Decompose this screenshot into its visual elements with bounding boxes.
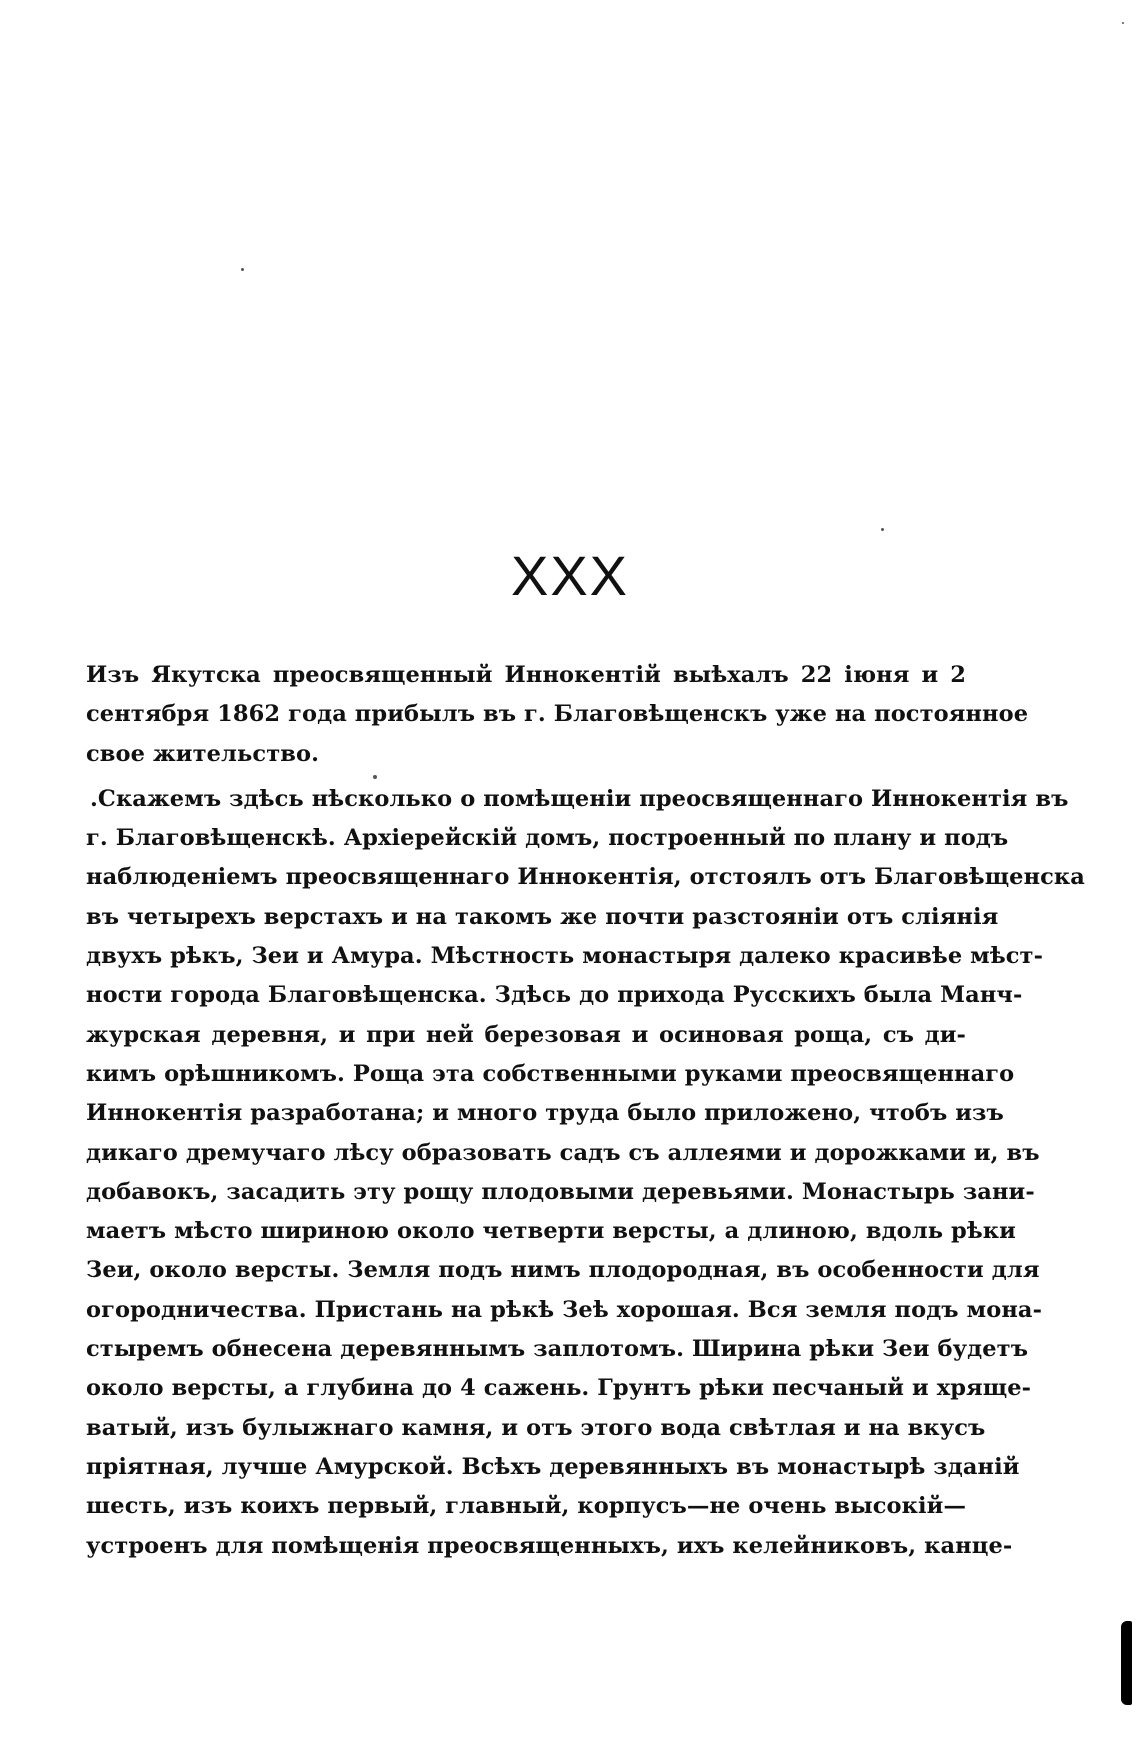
text-line: ватый, изъ булыжнаго камня, и отъ этого вода свѣтлая и на вкусъ (86, 1414, 986, 1441)
text-line: наблюденіемъ преосвященнаго Иннокентія, отстоялъ отъ Благовѣщенска (86, 864, 1085, 891)
text-line: пріятная, лучше Амурской. Всѣхъ деревянныхъ въ монастырѣ зданій (86, 1453, 1020, 1480)
text-line: журская деревня, и при ней березовая и осиновая роща, съ ди- (86, 1021, 966, 1048)
text-line: ности города Благовѣщенска. Здѣсь до прихода Русскихъ была Манч- (86, 982, 1023, 1009)
scan-speck (373, 775, 377, 779)
chapter-heading: XXX (510, 544, 630, 607)
text-line: кимъ орѣшникомъ. Роща эта собственными руками преосвященнаго (86, 1060, 1015, 1087)
text-line: сентября 1862 года прибылъ въ г. Благовѣщенскъ уже на постоянное (86, 701, 1029, 728)
text-line: Зеи, около версты. Земля подъ нимъ плодородная, въ особенности для (86, 1257, 1040, 1284)
scan-edge-mark (1121, 1621, 1132, 1705)
paragraph-1 (86, 656, 1029, 774)
text-line: устроенъ для помѣщенія преосвященныхъ, ихъ келейниковъ, канце- (86, 1532, 1013, 1559)
text-line: въ четырехъ верстахъ и на такомъ же почти разстояніи отъ сліянія (86, 903, 999, 930)
paragraph-2 (86, 780, 1085, 1566)
text-line: двухъ рѣкъ, Зеи и Амура. Мѣстность монастыря далеко красивѣе мѣст- (86, 943, 1044, 970)
scan-speck (881, 528, 884, 531)
text-line: Изъ Якутска преосвященный Иннокентій выѣхалъ 22 іюня и 2 (86, 662, 966, 688)
text-line: дикаго дремучаго лѣсу образовать садъ съ аллеями и дорожками и, въ (86, 1139, 1040, 1166)
text-line: Иннокентія разработана; и много труда было приложено, чтобъ изъ (86, 1100, 1004, 1127)
text-line: добавокъ, засадить эту рощу плодовыми деревьями. Монастырь зани- (86, 1178, 1035, 1205)
text-line: шесть, изъ коихъ первый, главный, корпусъ—не очень высокій— (86, 1493, 967, 1520)
scan-speck (1122, 22, 1124, 24)
body-text (86, 656, 1085, 1566)
scan-speck (241, 268, 244, 271)
text-line: .Скажемъ здѣсь нѣсколько о помѣщеніи преосвященнаго Иннокентія въ (90, 785, 1069, 812)
text-line: маетъ мѣсто шириною около четверти версты, а длиною, вдоль рѣки (86, 1218, 1016, 1245)
text-line: огородничества. Пристань на рѣкѣ Зеѣ хорошая. Вся земля подъ мона- (86, 1296, 1043, 1323)
text-line: стыремъ обнесена деревяннымъ заплотомъ. Ширина рѣки Зеи будетъ (86, 1336, 1029, 1363)
text-line: свое жительство. (86, 740, 320, 767)
text-line: около версты, а глубина до 4 сажень. Грунтъ рѣки песчаный и хряще- (86, 1375, 1032, 1402)
text-line: г. Благовѣщенскѣ. Архіерейскій домъ, построенный по плану и подъ (86, 825, 1009, 852)
